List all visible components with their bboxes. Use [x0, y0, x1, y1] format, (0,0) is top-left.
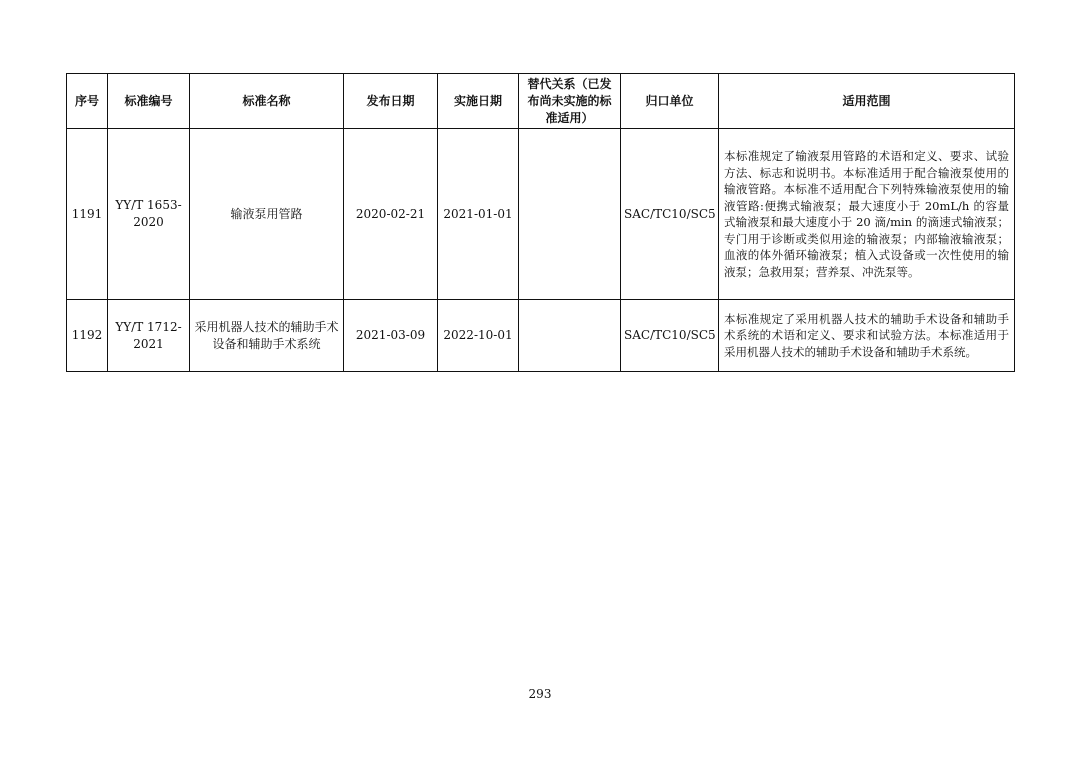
cell-scope: 本标准规定了输液泵用管路的术语和定义、要求、试验方法、标志和说明书。本标准适用于配合输液泵使用的输液管路。本标准不适用配合下列特殊输液泵使用的输液管路:便携式输液泵；最大速度小于 20mL/h 的容量式输液泵和最大速度小于 20 滴/min 的滴速式输液泵；专门用于诊断或类似用途的输液泵；内部输液输液泵；血液的体外循环输液泵；植入式设备或一次性使用的输液泵；急救用泵；营养泵、冲洗泵等。 [719, 129, 1015, 300]
page-number: 293 [528, 687, 552, 701]
cell-scope: 本标准规定了采用机器人技术的辅助手术设备和辅助手术系统的术语和定义、要求和试验方法。本标准适用于采用机器人技术的辅助手术设备和辅助手术系统。 [719, 300, 1015, 372]
standards-table [66, 73, 1015, 372]
cell-code: YY/T 1712-2021 [108, 300, 190, 372]
cell-replaces [519, 300, 621, 372]
cell-seq: 1192 [67, 300, 108, 372]
header-responsible-unit: 归口单位 [621, 74, 719, 129]
cell-responsible-unit: SAC/TC10/SC5 [621, 129, 719, 300]
cell-publish-date: 2021-03-09 [344, 300, 438, 372]
cell-replaces [519, 129, 621, 300]
cell-code: YY/T 1653-2020 [108, 129, 190, 300]
cell-name: 采用机器人技术的辅助手术设备和辅助手术系统 [190, 300, 344, 372]
header-publish-date: 发布日期 [344, 74, 438, 129]
cell-responsible-unit: SAC/TC10/SC5 [621, 300, 719, 372]
header-code: 标准编号 [108, 74, 190, 129]
header-replaces: 替代关系（已发布尚未实施的标准适用） [519, 74, 621, 129]
header-scope: 适用范围 [719, 74, 1015, 129]
table-header-row [67, 74, 1015, 129]
table-row [67, 129, 1015, 300]
header-seq: 序号 [67, 74, 108, 129]
cell-seq: 1191 [67, 129, 108, 300]
header-effective-date: 实施日期 [438, 74, 519, 129]
cell-name: 输液泵用管路 [190, 129, 344, 300]
cell-effective-date: 2022-10-01 [438, 300, 519, 372]
header-name: 标准名称 [190, 74, 344, 129]
table-row [67, 300, 1015, 372]
cell-effective-date: 2021-01-01 [438, 129, 519, 300]
cell-publish-date: 2020-02-21 [344, 129, 438, 300]
